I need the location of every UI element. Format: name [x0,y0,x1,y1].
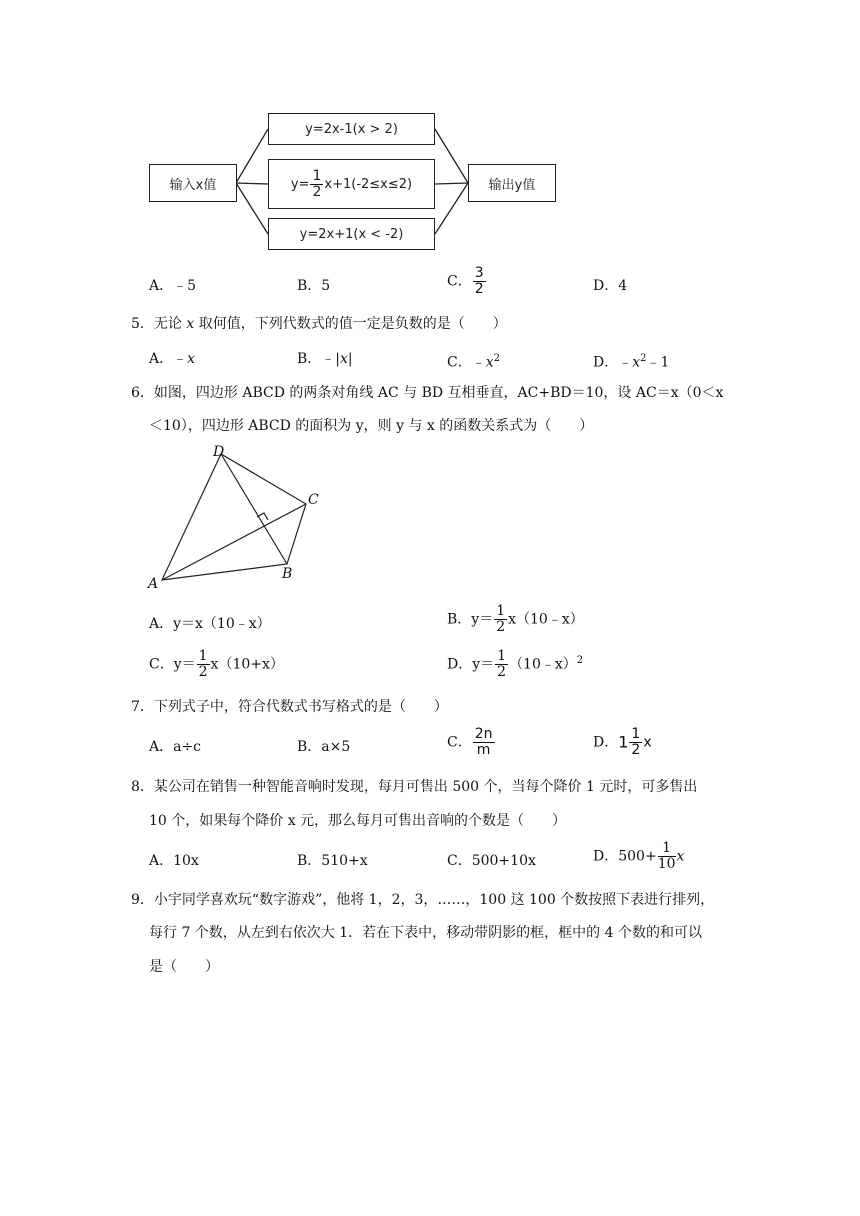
q4-option-c: C． $\frac{3}{2}$ [447,265,484,297]
vertex-label-c: C [308,492,319,508]
q6-option-c-fraction: $\frac{1}{2}$ [198,648,208,680]
q7-option-c: C． $\frac{2n}{m}$ [447,726,493,758]
output-label: 输出y值 [488,177,536,193]
q7-option-d-fraction: $\frac{1}{2}$ [631,726,641,758]
q6-option-d: D．y＝ $\frac{1}{2}$ （10﹣x）$^2$ [447,648,584,680]
q6-option-a: A．y＝x（10﹣x） [149,616,271,632]
q5-option-b: B．﹣|x| [297,351,353,367]
vertex-label-d: D [213,444,225,460]
q8-stem-line-1: 8．某公司在销售一种智能音响时发现，每月可售出 500 个，当每个降价 1 元时，可多售出 [131,779,698,795]
q9-stem-line-3: 是（ ） [149,959,219,975]
q5-option-d: D．$﹣x^2﹣1$ [593,353,670,371]
q6-stem-line-2: ＜10），四边形 ABCD 的面积为 y，则 y 与 x 的函数关系式为（ ） [149,418,594,434]
q9-stem-line-1: 9．小宇同学喜欢玩“数字游戏”，他将 1，2，3，……，100 这 100 个数按照下表进行排列， [131,892,715,908]
q7-stem: 7．下列式子中，符合代数式书写格式的是（ ） [131,699,448,715]
q5-option-c: C．$﹣x^2$ [447,353,500,371]
q5-option-a: A．﹣x [149,351,196,367]
branch-bottom-formula: y=2x+1(x < -2) [299,226,404,242]
input-box [149,164,237,202]
quadrilateral-svg [140,440,340,595]
output-box [468,164,556,202]
q8-stem-line-2: 10 个，如果每个降价 x 元，那么每月可售出音响的个数是（ ） [149,813,567,829]
q4-option-b: B．5 [297,278,331,294]
vertex-label-a: A [148,576,159,592]
vertex-label-b: B [282,566,293,582]
diagonal-bd [221,454,287,564]
q8-option-d-fraction: $\frac{1}{10}$ [657,840,676,872]
branch-bottom-box [268,218,435,250]
input-label: 输入x值 [169,177,217,193]
q8-option-d: D．500+ $\frac{1}{10}$ x [593,840,685,872]
right-angle-mark [257,513,268,520]
q4-option-d: D．4 [593,278,628,294]
flowchart [0,0,860,260]
q7-option-d: D．1 $\frac{1}{2}$ x [593,726,652,758]
q8-option-b: B．510+x [297,853,368,869]
branch-top-box [268,113,435,145]
q4-option-c-fraction: $\frac{3}{2}$ [474,265,484,297]
q4-option-a: A．﹣5 [149,278,197,294]
branch-mid-formula: y= $\frac{1}{2}$ x+1(-2≤x≤2) [290,167,413,200]
quadrilateral-outline [162,454,306,580]
q7-option-c-fraction: $\frac{2n}{m}$ [474,726,493,758]
q8-option-c: C．500+10x [447,853,536,869]
q6-option-b: B．y＝ $\frac{1}{2}$ x（10﹣x） [447,603,584,635]
q6-option-d-fraction: $\frac{1}{2}$ [497,648,507,680]
q6-quadrilateral-figure [140,440,340,595]
q8-option-a: A．10x [149,853,199,869]
q6-option-c: C．y＝ $\frac{1}{2}$ x（10+x） [149,648,284,680]
branch-mid-box [268,159,435,209]
q7-option-b: B．a×5 [297,739,351,755]
q6-option-b-fraction: $\frac{1}{2}$ [496,603,506,635]
q6-stem-line-1: 6．如图，四边形 ABCD 的两条对角线 AC 与 BD 互相垂直，AC+BD＝10，设 AC＝x（0＜x [131,385,724,401]
branch-mid-fraction: $\frac{1}{2}$ [312,167,322,200]
q7-option-a: A．a÷c [149,739,202,755]
q5-stem: 5．无论 x 取何值，下列代数式的值一定是负数的是（ ） [131,316,507,332]
branch-top-formula: y=2x-1(x > 2) [305,121,398,137]
q9-stem-line-2: 每行 7 个数，从左到右依次大 1．若在下表中，移动带阴影的框，框中的 4 个数的和可以 [149,925,702,941]
